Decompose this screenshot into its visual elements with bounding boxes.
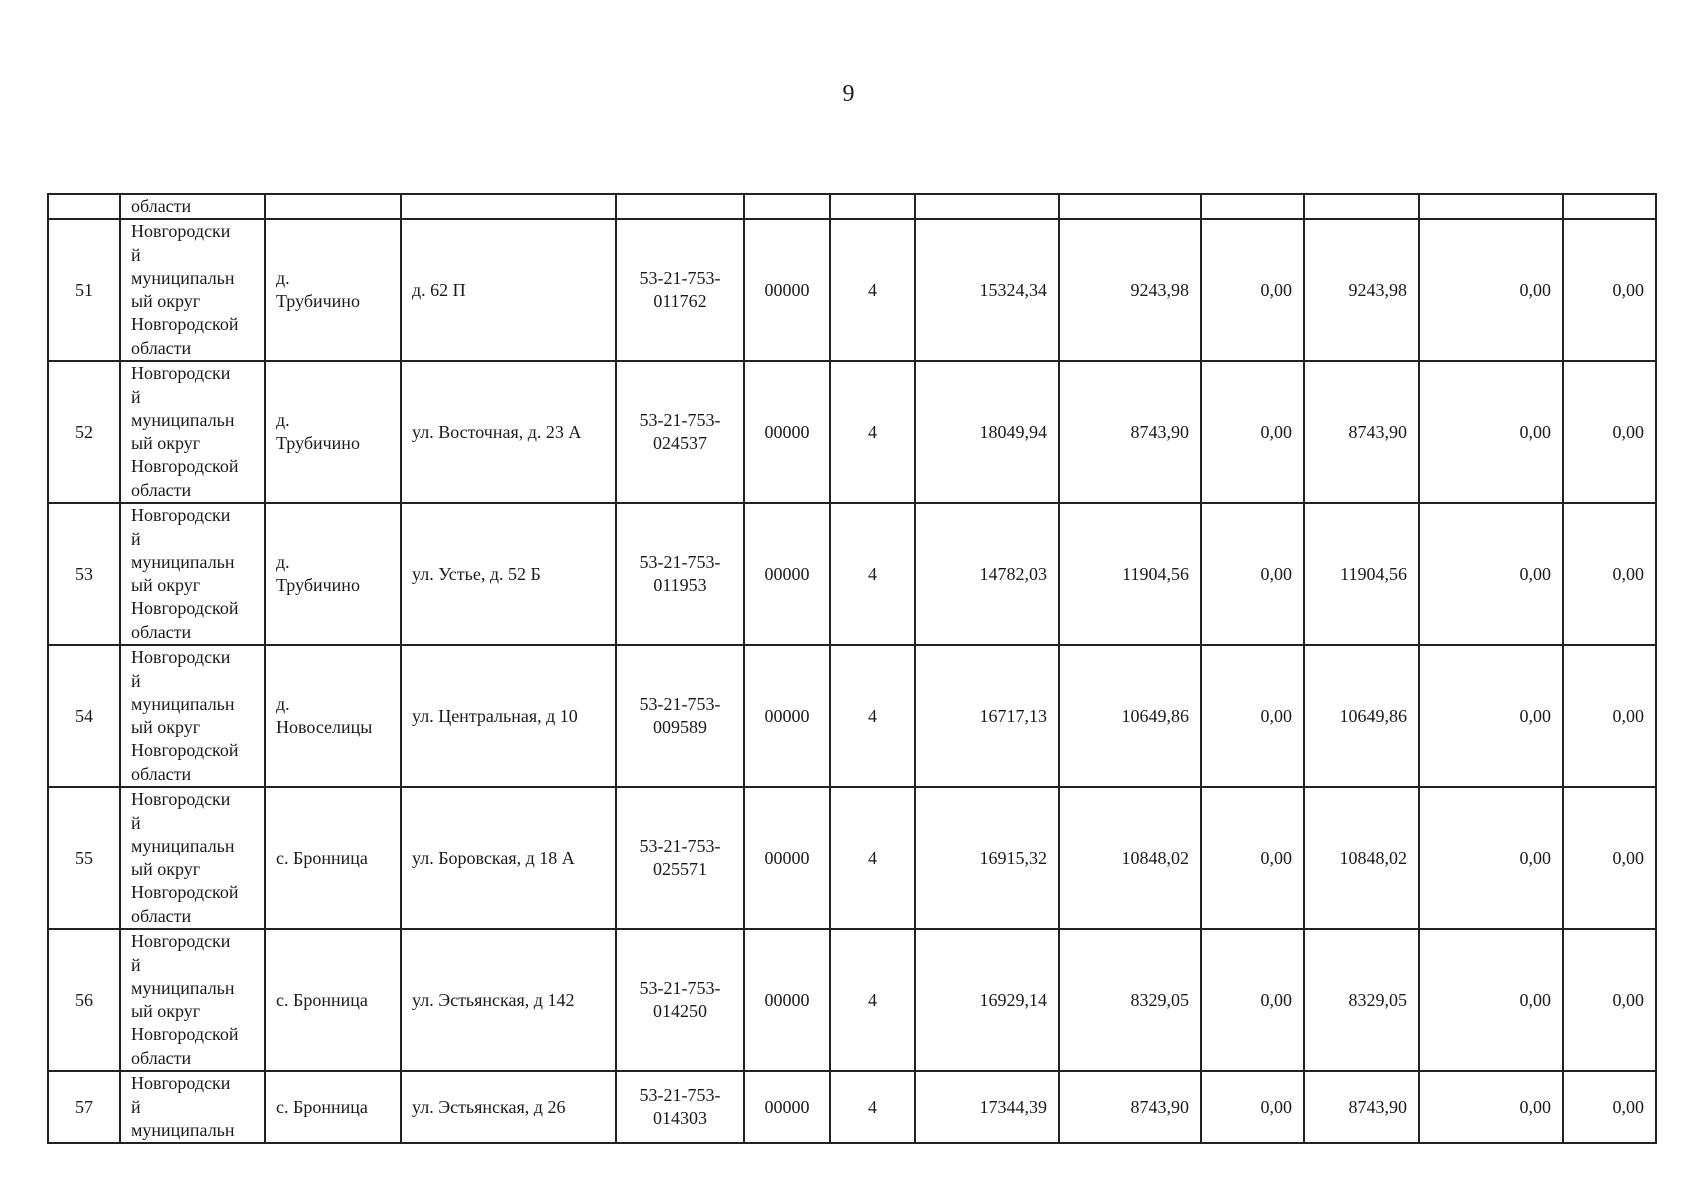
value2-cell [1059, 645, 1201, 787]
value5-cell [1419, 219, 1563, 361]
column5-cell-text: 00000 [764, 989, 810, 1010]
value4-cell-text: 10848,02 [1339, 847, 1407, 868]
cell-empty [915, 194, 1059, 219]
value3-cell-text: 0,00 [1260, 563, 1292, 584]
value5-cell [1419, 645, 1563, 787]
municipality-cell-text: Новгородски й муниципальн ый округ Новгородской области [131, 931, 239, 1068]
row-number [48, 929, 120, 1071]
cell-empty [744, 194, 830, 219]
column5-cell-text: 00000 [764, 421, 810, 442]
table-row [48, 787, 1656, 929]
locality-cell [265, 929, 401, 1071]
column6-cell-text: 4 [868, 989, 877, 1010]
cell-empty [1563, 194, 1656, 219]
continuation-row [48, 194, 1656, 219]
locality-cell-text: д. Трубичино [276, 410, 360, 454]
locality-cell-text: с. Бронница [276, 989, 368, 1010]
address-cell-text: д. 62 П [412, 279, 466, 300]
value2-cell-text: 11904,56 [1122, 563, 1189, 584]
value2-cell-text: 8329,05 [1130, 989, 1189, 1010]
value3-cell [1201, 219, 1304, 361]
cell-empty [830, 194, 915, 219]
value4-cell [1304, 787, 1419, 929]
cell-empty [48, 194, 120, 219]
column6-cell-text: 4 [868, 279, 877, 300]
data-table [47, 193, 1657, 1144]
code-cell-text: 53-21-753- 014303 [639, 1085, 721, 1129]
table-row [48, 503, 1656, 645]
value5-cell-text: 0,00 [1519, 1096, 1551, 1117]
column5-cell [744, 929, 830, 1071]
value5-cell-text: 0,00 [1519, 705, 1551, 726]
value4-cell-text: 8743,90 [1348, 1096, 1407, 1117]
cell-empty [1201, 194, 1304, 219]
value1-cell-text: 16929,14 [979, 989, 1047, 1010]
value2-cell-text: 8743,90 [1130, 1096, 1189, 1117]
value3-cell-text: 0,00 [1260, 1096, 1292, 1117]
value1-cell [915, 929, 1059, 1071]
row-number-text: 51 [75, 279, 93, 300]
row-number-text: 55 [75, 847, 93, 868]
municipality-cell [120, 1071, 265, 1143]
cell-empty [1419, 194, 1563, 219]
code-cell [616, 361, 744, 503]
column6-cell [830, 645, 915, 787]
code-cell-text: 53-21-753- 011762 [639, 268, 721, 312]
value4-cell-text: 9243,98 [1348, 279, 1407, 300]
table-row [48, 361, 1656, 503]
address-cell-text: ул. Восточная, д. 23 А [412, 421, 582, 442]
column5-cell [744, 503, 830, 645]
municipality-cell-text: Новгородски й муниципальн ый округ Новгородской области [131, 789, 239, 926]
row-number [48, 219, 120, 361]
value1-cell-text: 17344,39 [979, 1096, 1047, 1117]
value6-cell-text: 0,00 [1612, 279, 1644, 300]
value3-cell-text: 0,00 [1260, 421, 1292, 442]
address-cell-text: ул. Центральная, д 10 [412, 705, 578, 726]
code-cell [616, 645, 744, 787]
value2-cell [1059, 361, 1201, 503]
value3-cell-text: 0,00 [1260, 705, 1292, 726]
address-cell [401, 929, 616, 1071]
column6-cell-text: 4 [868, 421, 877, 442]
column5-cell [744, 645, 830, 787]
table-row [48, 929, 1656, 1071]
municipality-cell [120, 929, 265, 1071]
locality-cell [265, 503, 401, 645]
page-number: 9 [842, 81, 855, 107]
value2-cell [1059, 929, 1201, 1071]
value5-cell [1419, 1071, 1563, 1143]
row-number-text: 54 [75, 705, 93, 726]
address-cell [401, 219, 616, 361]
cell-empty [401, 194, 616, 219]
code-cell-text: 53-21-753- 025571 [639, 836, 721, 880]
column5-cell-text: 00000 [764, 279, 810, 300]
table-row [48, 645, 1656, 787]
row-number [48, 645, 120, 787]
value4-cell [1304, 1071, 1419, 1143]
value2-cell [1059, 787, 1201, 929]
column6-cell-text: 4 [868, 705, 877, 726]
locality-cell-text: д. Новоселицы [276, 694, 373, 738]
column5-cell-text: 00000 [764, 847, 810, 868]
address-cell-text: ул. Эстьянская, д 142 [412, 989, 575, 1010]
value1-cell [915, 219, 1059, 361]
value6-cell [1563, 645, 1656, 787]
column5-cell [744, 1071, 830, 1143]
address-cell [401, 645, 616, 787]
value4-cell [1304, 929, 1419, 1071]
locality-cell [265, 219, 401, 361]
municipality-cell-text: Новгородски й муниципальн [131, 1073, 235, 1140]
column6-cell [830, 787, 915, 929]
address-cell-text: ул. Эстьянская, д 26 [412, 1096, 566, 1117]
value5-cell [1419, 787, 1563, 929]
locality-cell-text: с. Бронница [276, 847, 368, 868]
locality-cell-text: с. Бронница [276, 1096, 368, 1117]
column5-cell [744, 361, 830, 503]
locality-cell [265, 1071, 401, 1143]
value1-cell [915, 1071, 1059, 1143]
code-cell-text: 53-21-753- 009589 [639, 694, 721, 738]
code-cell [616, 929, 744, 1071]
value6-cell-text: 0,00 [1612, 563, 1644, 584]
value6-cell [1563, 1071, 1656, 1143]
column6-cell-text: 4 [868, 847, 877, 868]
value6-cell [1563, 503, 1656, 645]
value2-cell [1059, 219, 1201, 361]
municipality-cell [120, 503, 265, 645]
value3-cell [1201, 645, 1304, 787]
row-number-text: 52 [75, 421, 93, 442]
value5-cell-text: 0,00 [1519, 563, 1551, 584]
row-number [48, 361, 120, 503]
value6-cell-text: 0,00 [1612, 1096, 1644, 1117]
value4-cell-text: 8329,05 [1348, 989, 1407, 1010]
value5-cell-text: 0,00 [1519, 421, 1551, 442]
value4-cell [1304, 645, 1419, 787]
municipality-cell [120, 361, 265, 503]
value4-cell [1304, 503, 1419, 645]
code-cell [616, 503, 744, 645]
locality-cell [265, 787, 401, 929]
value5-cell-text: 0,00 [1519, 279, 1551, 300]
value5-cell [1419, 361, 1563, 503]
cell-empty [1304, 194, 1419, 219]
value6-cell-text: 0,00 [1612, 421, 1644, 442]
address-cell-text: ул. Устье, д. 52 Б [412, 563, 541, 584]
column5-cell-text: 00000 [764, 563, 810, 584]
value4-cell-text: 10649,86 [1339, 705, 1407, 726]
value5-cell-text: 0,00 [1519, 989, 1551, 1010]
value3-cell [1201, 929, 1304, 1071]
column6-cell [830, 361, 915, 503]
column6-cell [830, 219, 915, 361]
code-cell-text: 53-21-753- 024537 [639, 410, 721, 454]
column5-cell-text: 00000 [764, 705, 810, 726]
value2-cell-text: 10649,86 [1121, 705, 1189, 726]
value6-cell [1563, 787, 1656, 929]
value1-cell-text: 18049,94 [979, 421, 1047, 442]
municipality-cell [120, 219, 265, 361]
column6-cell-text: 4 [868, 563, 877, 584]
column5-cell [744, 787, 830, 929]
cell-empty [1059, 194, 1201, 219]
value1-cell-text: 15324,34 [979, 279, 1047, 300]
code-cell [616, 1071, 744, 1143]
table-body [48, 194, 1656, 1143]
value4-cell [1304, 361, 1419, 503]
continuation-text: области [120, 194, 265, 219]
value6-cell-text: 0,00 [1612, 705, 1644, 726]
locality-cell [265, 361, 401, 503]
value1-cell [915, 503, 1059, 645]
locality-cell-text: д. Трубичино [276, 552, 360, 596]
value4-cell-text: 8743,90 [1348, 421, 1407, 442]
code-cell [616, 787, 744, 929]
value4-cell [1304, 219, 1419, 361]
row-number [48, 503, 120, 645]
value3-cell-text: 0,00 [1260, 279, 1292, 300]
column6-cell-text: 4 [868, 1096, 877, 1117]
locality-cell-text: д. Трубичино [276, 268, 360, 312]
code-cell-text: 53-21-753- 014250 [639, 978, 721, 1022]
value5-cell [1419, 503, 1563, 645]
address-cell [401, 503, 616, 645]
value2-cell [1059, 503, 1201, 645]
column5-cell [744, 219, 830, 361]
municipality-cell-text: Новгородски й муниципальн ый округ Новгородской области [131, 221, 239, 358]
address-cell-text: ул. Боровская, д 18 А [412, 847, 575, 868]
value6-cell-text: 0,00 [1612, 847, 1644, 868]
municipality-cell [120, 787, 265, 929]
value3-cell [1201, 361, 1304, 503]
value3-cell [1201, 503, 1304, 645]
value1-cell-text: 14782,03 [979, 563, 1047, 584]
address-cell [401, 1071, 616, 1143]
municipality-cell-text: Новгородски й муниципальн ый округ Новгородской области [131, 505, 239, 642]
table-row [48, 1071, 1656, 1143]
address-cell [401, 787, 616, 929]
code-cell [616, 219, 744, 361]
municipality-cell-text: Новгородски й муниципальн ый округ Новгородской области [131, 647, 239, 784]
value5-cell [1419, 929, 1563, 1071]
value2-cell-text: 8743,90 [1130, 421, 1189, 442]
value2-cell [1059, 1071, 1201, 1143]
value3-cell-text: 0,00 [1260, 847, 1292, 868]
value1-cell-text: 16915,32 [979, 847, 1047, 868]
column6-cell [830, 929, 915, 1071]
value3-cell [1201, 787, 1304, 929]
column5-cell-text: 00000 [764, 1096, 810, 1117]
value1-cell [915, 361, 1059, 503]
value6-cell [1563, 361, 1656, 503]
row-number [48, 787, 120, 929]
value6-cell [1563, 929, 1656, 1071]
cell-empty [616, 194, 744, 219]
value1-cell [915, 787, 1059, 929]
column6-cell [830, 503, 915, 645]
table-row [48, 219, 1656, 361]
value4-cell-text: 11904,56 [1340, 563, 1407, 584]
municipality-cell-text: Новгородски й муниципальн ый округ Новгородской области [131, 363, 239, 500]
row-number-text: 53 [75, 563, 93, 584]
value1-cell [915, 645, 1059, 787]
value1-cell-text: 16717,13 [979, 705, 1047, 726]
address-cell [401, 361, 616, 503]
value6-cell-text: 0,00 [1612, 989, 1644, 1010]
value2-cell-text: 10848,02 [1121, 847, 1189, 868]
column6-cell [830, 1071, 915, 1143]
row-number-text: 57 [75, 1096, 93, 1117]
value2-cell-text: 9243,98 [1130, 279, 1189, 300]
row-number [48, 1071, 120, 1143]
value5-cell-text: 0,00 [1519, 847, 1551, 868]
code-cell-text: 53-21-753- 011953 [639, 552, 721, 596]
value6-cell [1563, 219, 1656, 361]
value3-cell-text: 0,00 [1260, 989, 1292, 1010]
locality-cell [265, 645, 401, 787]
value3-cell [1201, 1071, 1304, 1143]
municipality-cell [120, 645, 265, 787]
row-number-text: 56 [75, 989, 93, 1010]
cell-empty [265, 194, 401, 219]
